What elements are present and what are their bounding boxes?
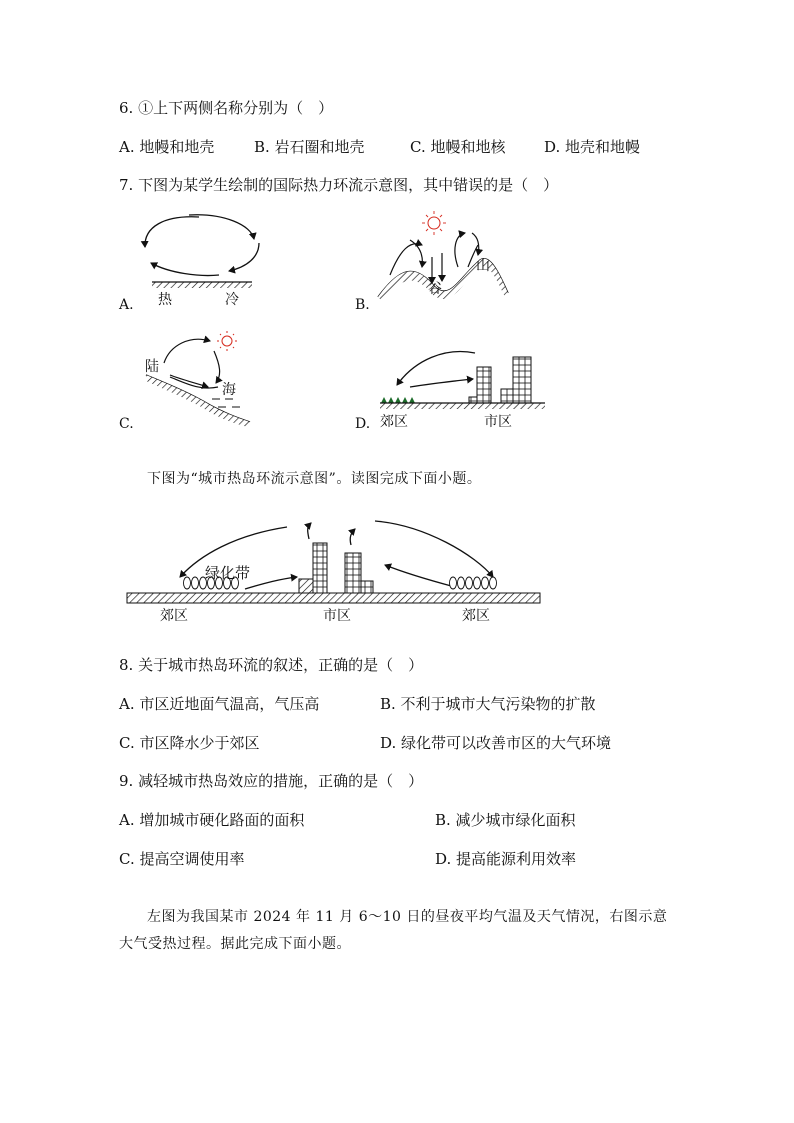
figure-d-suburb-label: 郊区 <box>380 414 408 430</box>
heat-island-figure <box>125 515 545 610</box>
question-9-stem: 9. 减轻城市热岛效应的措施，正确的是（ ） <box>119 772 424 790</box>
q8-option-c[interactable]: C. 市区降水少于郊区 <box>119 734 260 752</box>
q8-option-d[interactable]: D. 绿化带可以改善市区的大气环境 <box>380 734 612 752</box>
q6-option-d[interactable]: D. 地壳和地幔 <box>544 138 641 156</box>
figure-b-mountain-label: 山 <box>476 258 490 274</box>
sun-icon <box>422 211 446 235</box>
suburb-right-label: 郊区 <box>462 608 490 624</box>
figure-a-letter: A. <box>119 297 134 313</box>
question-6-stem: 6. ①上下两侧名称分别为（ ） <box>119 99 334 117</box>
figure-a-hot-label: 热 <box>158 292 172 308</box>
figure-c-land-sea <box>140 325 260 435</box>
tree-icons-right <box>450 577 497 589</box>
q9-option-c[interactable]: C. 提高空调使用率 <box>119 850 245 868</box>
q9-option-a[interactable]: A. 增加城市硬化路面的面积 <box>119 811 305 829</box>
q8-option-a[interactable]: A. 市区近地面气温高，气压高 <box>119 695 320 713</box>
figure-c-letter: C. <box>119 416 134 432</box>
figure-b-valley-mountain <box>360 205 520 315</box>
figure-a-circulation <box>119 205 279 315</box>
q6-option-c[interactable]: C. 地幔和地核 <box>410 138 506 156</box>
question-8-stem: 8. 关于城市热岛环流的叙述，正确的是（ ） <box>119 656 424 674</box>
greenbelt-label: 绿化带 <box>205 564 251 582</box>
figure-d-letter: D. <box>355 416 371 432</box>
tree-icons <box>381 397 415 403</box>
figure-c-land-label: 陆 <box>145 359 159 375</box>
figure-c-sea-label: 海 <box>222 382 236 398</box>
q9-option-d[interactable]: D. 提高能源利用效率 <box>435 850 577 868</box>
suburb-left-label: 郊区 <box>160 608 188 624</box>
figure-d-city-label: 市区 <box>484 414 512 430</box>
figure-d-city-suburb <box>375 335 550 415</box>
city-label: 市区 <box>323 608 351 624</box>
figure-a-cold-label: 冷 <box>225 292 239 308</box>
q6-option-b[interactable]: B. 岩石圈和地壳 <box>254 138 365 156</box>
q8-option-b[interactable]: B. 不利于城市大气污染物的扩散 <box>380 695 596 713</box>
intro-atmosphere-heating: 左图为我国某市 2024 年 11 月 6～10 日的昼夜平均气温及天气情况，右图示意大气受热过程。据此完成下面小题。 <box>119 909 668 952</box>
q9-option-b[interactable]: B. 减少城市绿化面积 <box>435 811 576 829</box>
q6-option-a[interactable]: A. 地幔和地壳 <box>119 138 215 156</box>
figure-b-valley-label: 谷 <box>428 281 442 297</box>
sun-icon <box>217 331 237 351</box>
figure-b-letter: B. <box>355 297 370 313</box>
intro-heat-island: 下图为“城市热岛环流示意图”。读图完成下面小题。 <box>147 471 482 487</box>
question-7-stem: 7. 下图为某学生绘制的国际热力环流示意图，其中错误的是（ ） <box>119 176 559 194</box>
